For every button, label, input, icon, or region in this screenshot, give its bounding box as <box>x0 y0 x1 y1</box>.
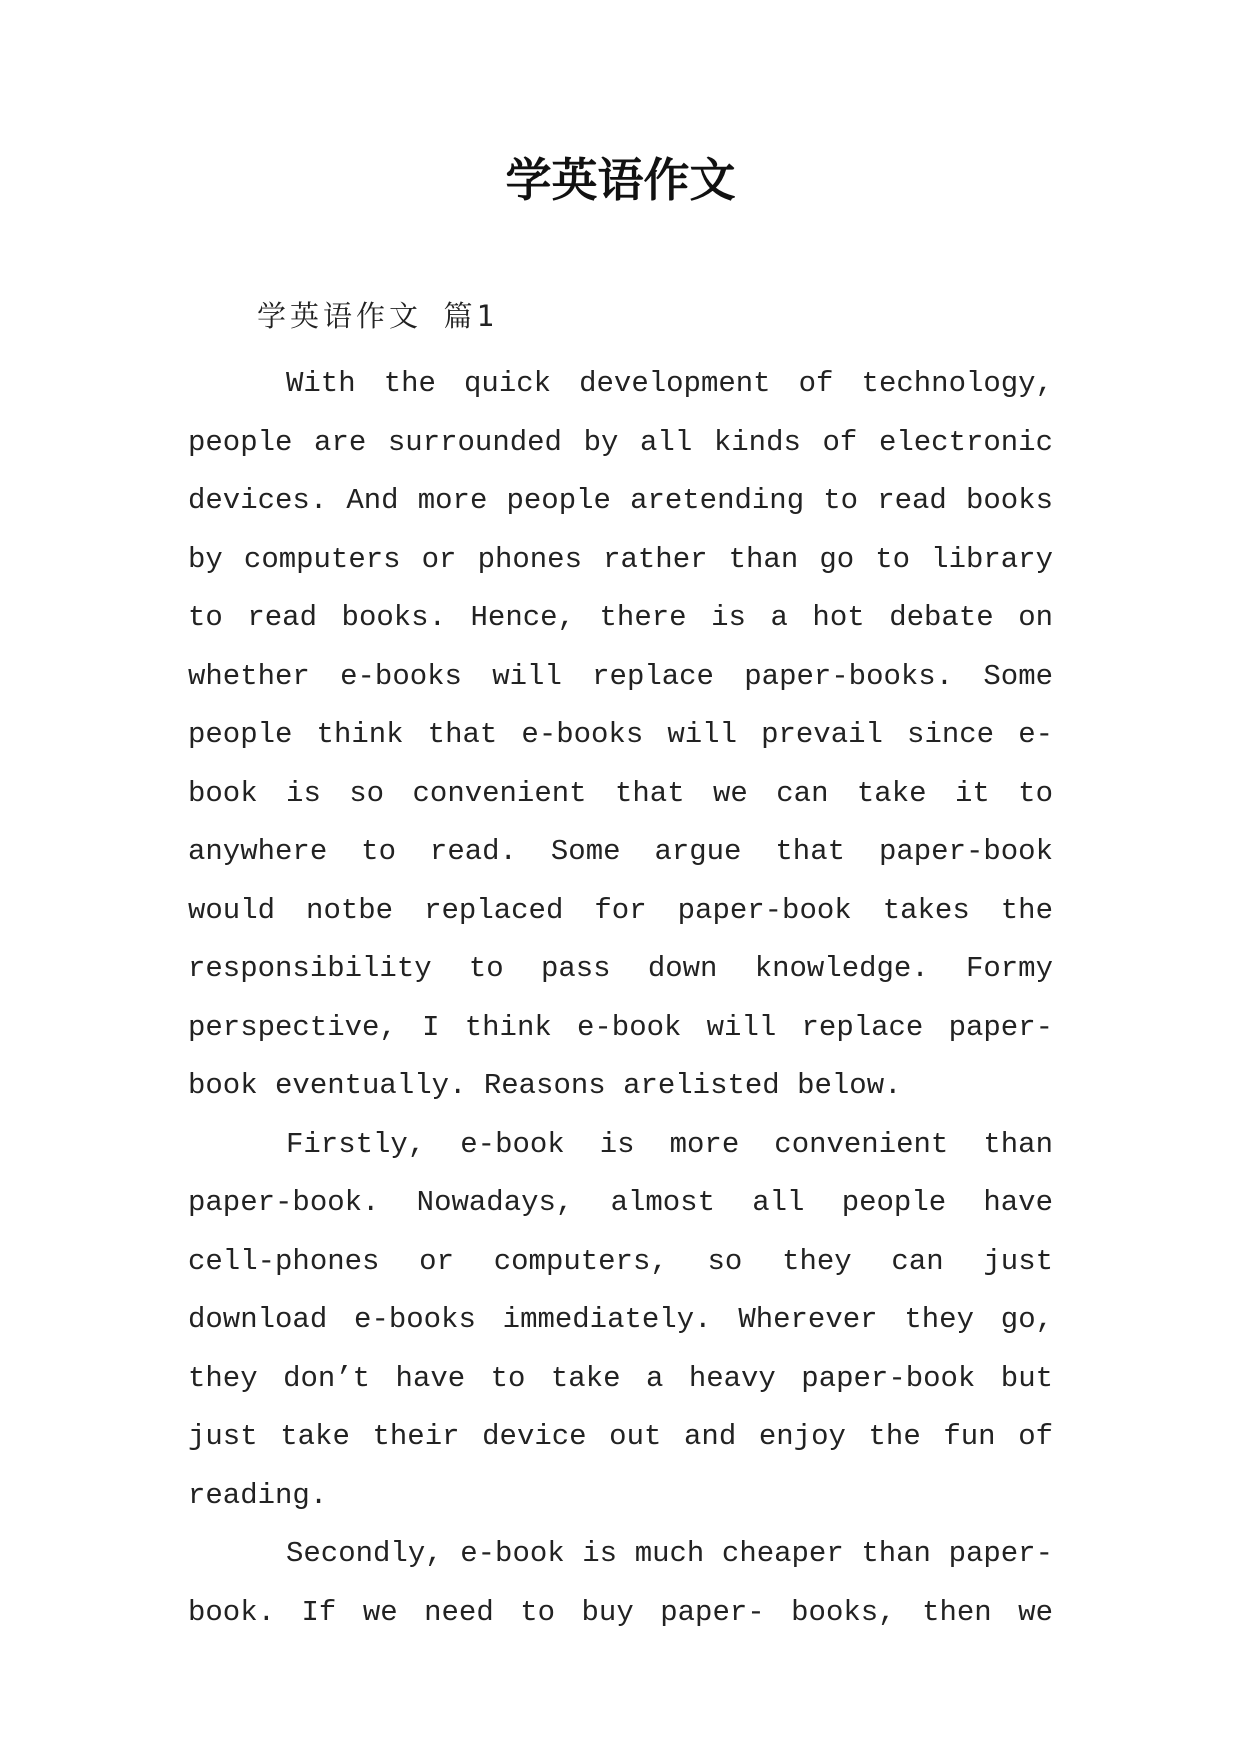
essay-paragraph-secondly: Secondly, e-book is much cheaper than paper-book. If we need to buy paper- books, then we <box>188 1537 1053 1629</box>
essay-paragraph-firstly: Firstly, e-book is more convenient than paper-book. Nowadays, almost all people have cell-phones or computers, so they can just download e-books immediately. Wherever they go, they don’t have to take a heavy paper-book but just take their device out and enjoy the fun of reading. <box>188 1127 1053 1512</box>
section-heading: 学英语作文 篇1 <box>257 299 498 333</box>
essay-paragraph-intro: With the quick development of technology, people are surrounded by all kinds of electronic devices. And more people aretending to read books by computers or phones rather than go to library to read books. Hence, there is a hot debate on whether e-books will replace paper-books. Some people think that e-books will prevail since e-book is so convenient that we can take it to anywhere to read. Some argue that paper-book would notbe replaced for paper-book takes the responsibility to pass down knowledge. Formy perspective, I think e-book will replace paper-book eventually. Reasons arelisted below. <box>188 367 1053 1102</box>
document-title: 学英语作文 <box>505 153 736 207</box>
essay-body <box>188 355 1053 1642</box>
